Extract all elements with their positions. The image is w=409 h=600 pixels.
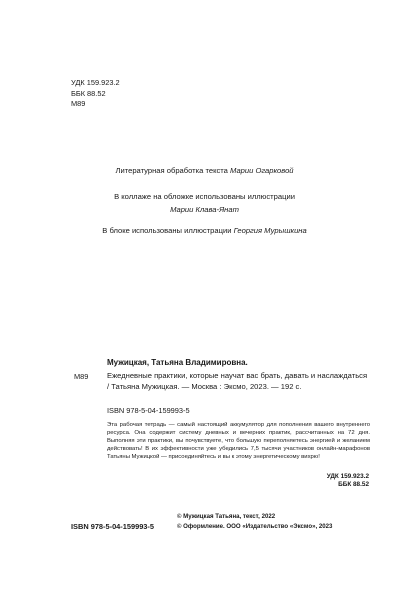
cover-illustration-credit [0,191,409,216]
cover-credit-name: Марии Клава-Янат [170,204,239,214]
catalog-abstract: Эта рабочая тетрадь — самый настоящий аккумулятор для пополнения вашего внутреннего ресурса. Она содержит систему дневных и вечерних практик, рассчитанных на 72 дня. Выполняя эти практики, вы почувствуете, что большую переполняетесь энергией и желанием действовать! В их эффективности уже убедились 7,5 тысячи участников онлайн-марафонов Татьяны Мужицкой — присоединяйтесь и вы к этому энергетическому вихрю! [107,422,370,460]
footer-isbn: ISBN 978-5-04-159993-5 [71,522,154,531]
bbk-code: ББК 88.52 [71,88,106,98]
catalog-description: Ежедневные практики, которые научат вас брать, давать и наслаждаться / Татьяна Мужицкая. — Москва : Эксмо, 2023. — 192 с. [107,371,368,391]
catalog-bbk: ББК 88.52 [338,481,369,489]
catalog-udk: УДК 159.923.2 [326,473,369,480]
catalog-mark: М89 [74,372,89,381]
block-credit-name: Георгия Мурышкина [233,226,307,235]
copyright-text: © Мужицкая Татьяна, текст, 2022 [177,513,276,520]
block-illustration-credit [0,225,409,238]
catalog-author: Мужицкая, Татьяна Владимировна. [107,358,248,367]
editing-credit [0,165,409,178]
copyright-block [177,512,332,532]
classification-block [71,78,120,110]
block-credit-prefix: В блоке использованы иллюстрации [102,226,232,235]
catalog-classification [327,473,369,490]
author-mark: М89 [71,99,86,108]
catalog-isbn: ISBN 978-5-04-159993-5 [107,406,190,415]
copyright-design: © Оформление. ООО «Издательство «Эксмо», 2023 [177,523,333,530]
editing-credit-prefix: Литературная обработка текста [115,166,228,175]
cover-credit-line: В коллаже на обложке использованы иллюстрации [114,192,295,201]
udk-code: УДК 159.923.2 [71,78,120,87]
editing-credit-name: Марии Огарковой [230,166,294,175]
